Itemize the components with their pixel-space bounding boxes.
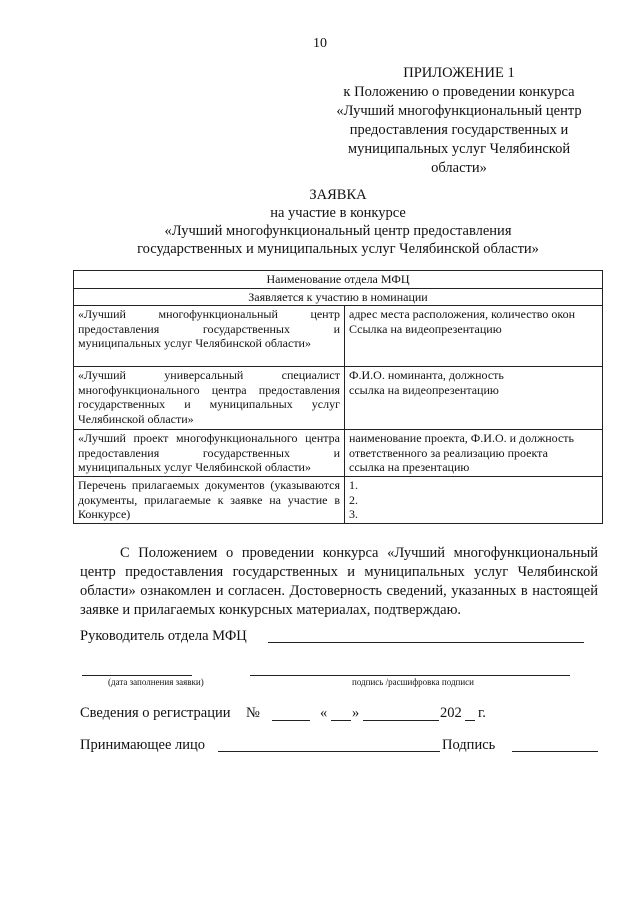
title-line: на участие в конкурсе (270, 205, 406, 221)
table-row (74, 306, 603, 367)
page-number: 10 (313, 36, 327, 51)
agreement-statement: С Положением о проведении конкурса «Лучший многофункциональный центр предоставления государственных и муниципальных услуг Челябинской области» ознакомлен и согласен. Достоверность сведений, указанных в настоящей заявке и прилагаемых конкурсных материалах, подтверждаю. (80, 545, 598, 618)
appendix-line: «Лучший многофункциональный центр (336, 103, 582, 119)
registration-label: Сведения о регистрации (80, 705, 231, 721)
signature-field-line[interactable] (250, 661, 570, 676)
date-caption: (дата заполнения заявки) (108, 677, 204, 687)
head-signature-label: Руководитель отдела МФЦ (80, 628, 247, 644)
nomination-details-cell[interactable] (345, 367, 603, 430)
document-item: 2. (349, 492, 358, 507)
receiver-signature-field[interactable] (512, 735, 598, 752)
document-item: 3. (349, 507, 358, 521)
appendix-header (320, 64, 598, 178)
table-row (74, 477, 603, 524)
registration-year: 202 (440, 705, 462, 721)
table-row (74, 367, 603, 430)
table-header-row (74, 288, 603, 306)
podpis-label: Подпись (442, 737, 496, 753)
head-signature-line[interactable] (268, 626, 584, 643)
title-line: ЗАЯВКА (309, 187, 367, 203)
table-row (74, 430, 603, 477)
detail-line: наименование проекта, Ф.И.О. и должность (349, 431, 575, 445)
nomination-header-cell: Заявляется к участию в номинации (74, 288, 603, 306)
detail-line: Ф.И.О. номинанта, должность (349, 368, 504, 382)
detail-line: ответственного за реализацию проекта (349, 445, 548, 460)
document-title (0, 186, 640, 258)
detail-line: ссылка на презентацию (349, 460, 470, 474)
quote-open: « (320, 705, 328, 721)
registration-year-suffix: г. (478, 705, 486, 721)
appendix-line: области» (431, 160, 487, 176)
appendix-line: муниципальных услуг Челябинской (347, 141, 571, 157)
table-header-row (74, 271, 603, 289)
nomination-cell: «Лучший проект многофункционального центра предоставления государственных и муниципальных услуг Челябинской области» (74, 430, 345, 477)
document-item: 1. (349, 478, 358, 492)
detail-line: адрес места расположения, количество окон (349, 307, 576, 321)
attached-documents-list[interactable] (345, 477, 603, 524)
title-line: государственных и муниципальных услуг Челябинской области» (137, 241, 539, 257)
receiver-name-field[interactable] (218, 735, 440, 752)
nomination-details-cell[interactable] (345, 306, 603, 367)
detail-line: Ссылка на видеопрезентацию (349, 321, 502, 336)
registration-number-field[interactable] (272, 704, 310, 721)
registration-day-field[interactable] (331, 704, 351, 721)
detail-line: ссылка на видеопрезентацию (349, 382, 499, 397)
application-table (73, 270, 603, 524)
registration-month-field[interactable] (363, 704, 439, 721)
quote-close: » (352, 705, 360, 721)
receiver-label: Принимающее лицо (80, 737, 206, 753)
appendix-line: предоставления государственных и (349, 122, 569, 138)
appendix-line: ПРИЛОЖЕНИЕ 1 (403, 65, 515, 81)
signature-caption: подпись /расшифровка подписи (352, 677, 474, 687)
appendix-line: к Положению о проведении конкурса (343, 84, 575, 100)
nomination-cell: «Лучший универсальный специалист многофункционального центра предоставления государственных и муниципальных услуг Челябинской области» (74, 367, 345, 430)
nomination-cell: «Лучший многофункциональный центр предоставления государственных и муниципальных услуг Челябинской области» (74, 306, 345, 367)
nomination-details-cell[interactable] (345, 430, 603, 477)
title-line: «Лучший многофункциональный центр предоставления (164, 223, 512, 239)
registration-number-sign: № (246, 705, 260, 721)
date-field-line[interactable] (82, 661, 192, 676)
mfc-department-name-cell[interactable]: Наименование отдела МФЦ (74, 271, 603, 289)
registration-year-field[interactable] (465, 704, 475, 721)
attached-documents-cell: Перечень прилагаемых документов (указываются документы, прилагаемые к заявке на участие в Конкурсе) (74, 477, 345, 524)
